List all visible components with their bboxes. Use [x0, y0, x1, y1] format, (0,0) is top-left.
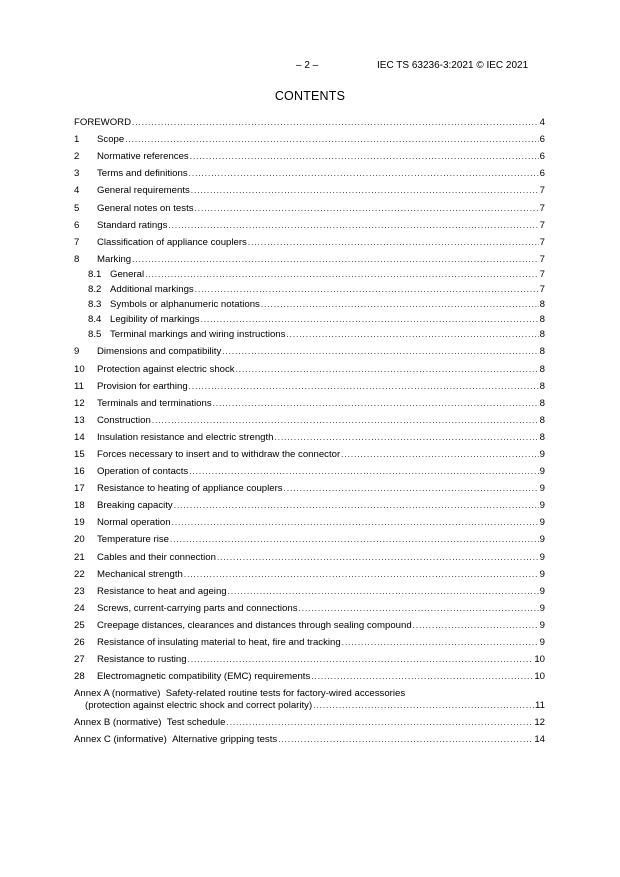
toc-entry-page: 9	[539, 500, 545, 512]
toc-entry-page: 11	[535, 700, 545, 712]
toc-entry-number: 8.1	[88, 268, 102, 280]
toc-entry-number: 8.4	[88, 314, 102, 326]
toc-annex-entry[interactable]	[74, 729, 545, 746]
toc-entry[interactable]	[74, 311, 545, 326]
dot-leader	[413, 622, 539, 630]
toc-entry-number: 18	[74, 500, 85, 512]
dot-leader	[184, 571, 539, 579]
annex-title: Alternative gripping tests	[172, 734, 278, 746]
toc-entry-number: 5	[74, 202, 80, 214]
toc-entry[interactable]	[74, 564, 545, 581]
standard-reference: IEC TS 63236-3:2021 © IEC 2021	[377, 60, 529, 71]
dot-leader	[170, 536, 539, 544]
toc-entry-page: 7	[539, 236, 545, 248]
toc-entry-number: 4	[74, 185, 80, 197]
toc-entry-title: Standard ratings	[97, 219, 168, 231]
toc-entry-page: 7	[539, 185, 545, 197]
dot-leader	[311, 673, 533, 681]
toc-entry-number: 1	[74, 134, 80, 146]
toc-entry[interactable]	[74, 546, 545, 563]
toc-entry[interactable]	[74, 281, 545, 296]
annex-title-continued: (protection against electric shock and correct polarity)	[85, 700, 313, 712]
toc-entry-title: Electromagnetic compatibility (EMC) requirements	[97, 671, 311, 683]
table-of-contents	[74, 112, 545, 746]
toc-entry[interactable]	[74, 478, 545, 495]
toc-entry-number: 28	[74, 671, 85, 683]
toc-entry-page: 8	[539, 414, 545, 426]
toc-entry-number: 17	[74, 483, 85, 495]
toc-entry-title: General notes on tests	[97, 202, 194, 214]
toc-entry-number: 9	[74, 346, 80, 358]
toc-entry-title: General	[110, 268, 145, 280]
dot-leader	[195, 205, 539, 213]
toc-entry-title: Construction	[97, 414, 151, 426]
dot-leader	[145, 271, 539, 279]
dot-leader	[125, 136, 538, 144]
dot-leader	[188, 656, 534, 664]
dot-leader	[299, 605, 539, 613]
toc-entry-number: 19	[74, 517, 85, 529]
dot-leader	[190, 153, 539, 161]
toc-entry-page: 10	[534, 671, 545, 683]
toc-entry-page: 9	[539, 568, 545, 580]
toc-entry-page: 7	[539, 219, 545, 231]
dot-leader	[195, 286, 539, 294]
toc-entry[interactable]	[74, 410, 545, 427]
dot-leader	[152, 417, 539, 425]
dot-leader	[217, 554, 539, 562]
toc-entry-page: 14	[534, 734, 545, 746]
toc-annex-entry[interactable]	[74, 683, 545, 712]
toc-entry[interactable]	[74, 666, 545, 683]
toc-entry[interactable]	[74, 326, 545, 341]
dot-leader	[236, 366, 539, 374]
toc-entry-title: Marking	[97, 253, 132, 265]
dot-leader	[261, 301, 539, 309]
toc-entry-number: 13	[74, 414, 85, 426]
page-title: CONTENTS	[274, 89, 346, 103]
annex-label: Annex B (normative)	[74, 717, 162, 729]
toc-entry-title: Resistance to heat and ageing	[97, 585, 227, 597]
toc-entry-page: 8	[539, 346, 545, 358]
toc-entry[interactable]	[74, 376, 545, 393]
annex-label: Annex A (normative)	[74, 688, 161, 700]
toc-entry-page: 7	[539, 284, 545, 296]
dot-leader	[132, 256, 539, 264]
toc-entry-page: 9	[539, 619, 545, 631]
toc-entry-title: Terminals and terminations	[97, 397, 212, 409]
toc-entry-number: 15	[74, 448, 85, 460]
toc-entry-page: 9	[539, 517, 545, 529]
toc-entry-page: 8	[539, 380, 545, 392]
toc-entry-page: 6	[539, 134, 545, 146]
toc-entry[interactable]	[74, 632, 545, 649]
toc-entry-page: 8	[539, 299, 545, 311]
toc-entry-page: 9	[539, 448, 545, 460]
toc-entry-number: 7	[74, 236, 80, 248]
toc-entry[interactable]	[74, 358, 545, 375]
dot-leader	[191, 187, 539, 195]
toc-entry-title: Forces necessary to insert and to withdraw the connector	[97, 448, 341, 460]
toc-entry-page: 7	[539, 268, 545, 280]
toc-entry-title: Resistance to rusting	[97, 654, 187, 666]
annex-title: Test schedule	[166, 717, 226, 729]
annex-title: Safety-related routine tests for factory-wired accessories	[165, 688, 406, 700]
toc-entry-page: 8	[539, 431, 545, 443]
annex-label: Annex C (informative)	[74, 734, 167, 746]
toc-entry-page: 9	[539, 637, 545, 648]
toc-entry[interactable]	[74, 266, 545, 281]
dot-leader	[286, 331, 538, 339]
dot-leader	[275, 434, 539, 442]
toc-entry[interactable]	[74, 495, 545, 512]
toc-entry-number: 20	[74, 534, 85, 546]
toc-entry-number: 8.5	[88, 329, 102, 341]
toc-entry-title: Protection against electric shock	[97, 363, 235, 375]
toc-entry[interactable]	[74, 427, 545, 444]
toc-entry[interactable]	[74, 393, 545, 410]
toc-entry-page: 9	[539, 534, 545, 546]
toc-entry-number: 12	[74, 397, 85, 409]
dot-leader	[168, 222, 538, 230]
toc-entry-number: 23	[74, 585, 85, 597]
toc-entry-page: 7	[539, 202, 545, 214]
annex-heading	[74, 688, 545, 700]
toc-entry-number: 14	[74, 431, 85, 443]
toc-entry[interactable]	[74, 444, 545, 461]
toc-entry-page: 6	[539, 168, 545, 180]
toc-entry-page: 8	[539, 329, 545, 341]
toc-entry-title: Temperature rise	[97, 534, 169, 546]
toc-entry-page: 8	[539, 314, 545, 326]
dot-leader	[226, 719, 533, 727]
toc-entry[interactable]	[74, 341, 545, 358]
toc-entry-number: 8.3	[88, 299, 102, 311]
toc-entry-number: 8	[74, 253, 80, 265]
toc-entry-title: General requirements	[97, 185, 190, 197]
toc-entry-number: 21	[74, 551, 85, 563]
toc-entry[interactable]	[74, 461, 545, 478]
dot-leader	[213, 400, 539, 408]
dot-leader	[189, 468, 538, 476]
toc-entry[interactable]	[74, 249, 545, 266]
toc-entry[interactable]	[74, 197, 545, 214]
toc-entry-number: 24	[74, 602, 85, 614]
toc-entry[interactable]	[74, 615, 545, 632]
dot-leader	[341, 451, 538, 459]
toc-entry[interactable]	[74, 529, 545, 546]
toc-entry-page: 9	[539, 602, 545, 614]
toc-entry-title: Provision for earthing	[97, 380, 188, 392]
toc-entry-page: 9	[539, 585, 545, 597]
toc-annex-entry[interactable]	[74, 712, 545, 729]
toc-entry-title: Additional markings	[110, 284, 194, 296]
dot-leader	[248, 239, 539, 247]
toc-entry-page: 8	[539, 397, 545, 409]
dot-leader	[228, 588, 539, 596]
toc-entry-page: 9	[539, 466, 545, 478]
toc-entry-title: Insulation resistance and electric strength	[97, 431, 274, 443]
toc-entry[interactable]	[74, 598, 545, 615]
toc-entry-title: Dimensions and compatibility	[97, 346, 222, 358]
toc-entry-title: Scope	[97, 134, 125, 146]
toc-entry-number: 26	[74, 637, 85, 648]
toc-entry-number: 8.2	[88, 284, 102, 296]
toc-entry[interactable]	[74, 512, 545, 529]
toc-entry-number: 6	[74, 219, 80, 231]
toc-entry-page: 9	[539, 551, 545, 563]
toc-entry[interactable]	[74, 163, 545, 180]
page-number: – 2 –	[296, 60, 319, 71]
dot-leader	[189, 383, 539, 391]
dot-leader	[313, 702, 534, 710]
dot-leader	[201, 316, 539, 324]
toc-entry-title: Classification of appliance couplers	[97, 236, 247, 248]
toc-entry-number: 10	[74, 363, 85, 375]
toc-entry-number: 3	[74, 168, 80, 180]
toc-entry-title: Screws, current-carrying parts and connections	[97, 602, 298, 614]
toc-entry-page: 8	[539, 363, 545, 375]
dot-leader	[342, 639, 539, 647]
toc-entry[interactable]	[74, 112, 545, 129]
toc-entry[interactable]	[74, 296, 545, 311]
toc-entry-number: 2	[74, 151, 80, 163]
dot-leader	[284, 485, 539, 493]
toc-entry[interactable]	[74, 129, 545, 146]
toc-entry-title: Symbols or alphanumeric notations	[110, 299, 260, 311]
dot-leader	[132, 119, 539, 127]
dot-leader	[174, 502, 539, 510]
toc-entry[interactable]	[74, 146, 545, 163]
toc-entry[interactable]	[74, 649, 545, 666]
toc-entry-page: 10	[534, 654, 545, 666]
toc-entry-title: FOREWORD	[74, 117, 132, 129]
toc-entry-number: 25	[74, 619, 85, 631]
toc-entry[interactable]	[74, 180, 545, 197]
dot-leader	[278, 736, 533, 744]
toc-entry-number: 16	[74, 466, 85, 478]
toc-entry-number: 22	[74, 568, 85, 580]
toc-entry-title: Operation of contacts	[97, 466, 189, 478]
toc-entry-title: Creepage distances, clearances and distances through sealing compound	[97, 619, 412, 631]
toc-entry-title: Cables and their connection	[97, 551, 216, 563]
toc-entry-number: 11	[74, 380, 84, 392]
toc-entry-title: Terminal markings and wiring instructions	[110, 329, 286, 341]
toc-entry-page: 4	[539, 117, 545, 129]
toc-entry-title: Normal operation	[97, 517, 171, 529]
toc-entry-page: 7	[539, 253, 545, 265]
toc-entry[interactable]	[74, 581, 545, 598]
toc-entry[interactable]	[74, 215, 545, 232]
toc-entry-title: Mechanical strength	[97, 568, 183, 580]
toc-entry-title: Legibility of markings	[110, 314, 200, 326]
toc-entry-title: Normative references	[97, 151, 189, 163]
toc-entry-page: 6	[539, 151, 545, 163]
dot-leader	[172, 519, 539, 527]
toc-entry[interactable]	[74, 232, 545, 249]
toc-entry-title: Breaking capacity	[97, 500, 173, 512]
toc-entry-title: Resistance of insulating material to heat, fire and tracking	[97, 637, 341, 648]
toc-entry-title: Resistance to heating of appliance couplers	[97, 483, 283, 495]
toc-entry-page: 9	[539, 483, 545, 495]
toc-entry-number: 27	[74, 654, 85, 666]
dot-leader	[222, 348, 538, 356]
toc-entry-title: Terms and definitions	[97, 168, 188, 180]
toc-entry-page: 12	[534, 717, 545, 729]
dot-leader	[189, 170, 539, 178]
